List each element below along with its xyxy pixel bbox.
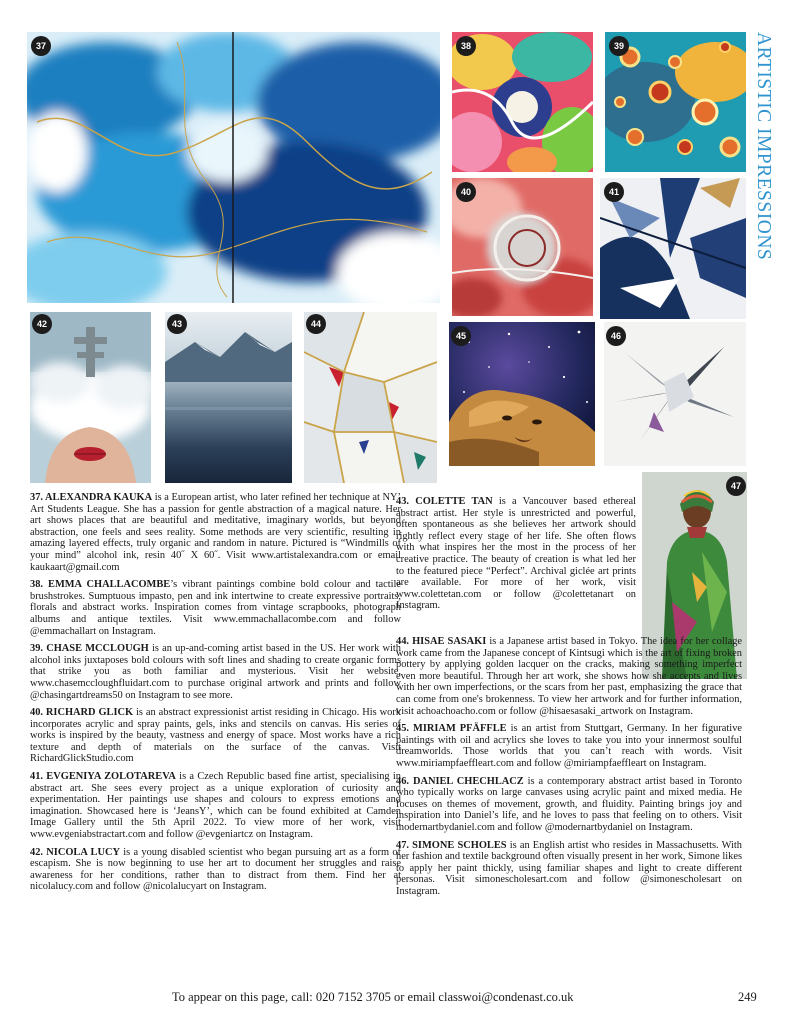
artwork-45-image <box>449 322 595 466</box>
artwork-43-number: 43 <box>167 314 187 334</box>
footer-contact: To appear on this page, call: 020 7152 3705 or email classwoi@condenast.co.uk <box>172 990 574 1004</box>
artwork-37-image <box>27 32 440 303</box>
artist-entry-38 <box>30 579 401 637</box>
artist-description: is a Czech Republic based fine artist, specialising in abstract art. She sees every project as a unique exploration of curiosity and experimentation. Her paintings use shapes and colours to express emotions and imagination. Showcased here is ‘JeansY’, which can be found exhibited at Camden Image Gallery until the 5th April 2022. To view more of her work, visit www.evgeniabstractart.com and follow @evgeniartcz on Instagram. <box>30 771 401 841</box>
artwork-47-number: 47 <box>726 476 746 496</box>
artist-name: 38. EMMA CHALLACOMBE <box>30 579 171 591</box>
artist-entry-46 <box>396 776 742 834</box>
artist-description: is a contemporary abstract artist based in Toronto who typically works on large canvases using acrylic paint and mixed media. He focuses on themes of movement, growth, and fluidity. Painting brings joy and inspiration into Daniel’s life, and he loves to pass that feeling on to others. Visit modernartbydaniel.com and follow @modernartbydaniel on Instagram. <box>396 775 742 833</box>
artwork-42-image <box>30 312 151 483</box>
artist-entry-43 <box>396 496 636 612</box>
artist-description: is an abstract expressionist artist residing in Chicago. His work incorporates acrylic and spray paints, gels, inks and stencils on canvas. His series of works is inspired by the beauty, vastness and energy of space. Most works have a rich texture and depth of materials on the surface of the canvas. Visit RichardGlickStudio.com <box>30 707 401 765</box>
artwork-41-number: 41 <box>604 182 624 202</box>
artist-entry-44 <box>396 636 742 717</box>
text-column-right <box>396 636 742 903</box>
artist-entry-45 <box>396 723 742 769</box>
artwork-41-image <box>600 178 746 319</box>
artist-entry-41 <box>30 771 401 841</box>
artist-description: ’s vibrant paintings combine bold colour and tactile brushstrokes. Sumptuous impasto, pen and ink intertwine to create expressive portraits, florals and abstract works. Inspiration comes from vintage scrapbooks, photograph albums and antique textiles. Visit www.emmachallacombe.com and follow @emmachallart on Instagram. <box>30 579 401 637</box>
artist-description: is a Japanese artist based in Tokyo. The idea for her collage work came from the Japanese concept of Kintsugi which is the art of fixing broken pottery by applying golden lacquer on the cracks, making something imperfect even more beautiful. Through her art work, she shows how she accepts and lives with her own imperfections, or the scars from her past, emphasizing the grace that can come from one's brokenness. To view her artwork and for further information, visit achoachoacho.com or follow @hisaesasaki_artwork on Instagram. <box>396 636 743 717</box>
artist-description: is a young disabled scientist who began pursuing art as a form of escapism. She is now beginning to use her art to document her struggles and raise awareness for her conditions, rather than to distract from them. Find her at nicolalucy.com and follow @nicolalucyart on Instagram. <box>30 846 402 893</box>
artist-description: is an artist from Stuttgart, Germany. In her figurative paintings with oil and acrylics she loves to take you into your innermost soulful dreamworlds. Those worlds that you can’t reach with words. Visit www.miriampfaeffleart.com and follow @miriampfaeffleart on Instagram. <box>396 723 743 769</box>
page-number: 249 <box>738 990 757 1004</box>
artwork-38-number: 38 <box>456 36 476 56</box>
artwork-40-number: 40 <box>456 182 476 202</box>
artist-name: 41. EVGENIYA ZOLOTAREVA <box>30 771 176 783</box>
artwork-44-image <box>304 312 437 483</box>
artist-entry-37 <box>30 492 401 573</box>
artwork-46-number: 46 <box>606 326 626 346</box>
artist-description: is a European artist, who later refined her technique at NY’ Art Students League. She has a passion for gentle abstraction of a magical nature. Her art shows places that are beautiful and meditative, imaginary worlds, but beyond abstraction, one feels and sees reality. Some methods are very scientific, resulting in amazing layered effects, truly organic and random in nature. Pictured is “Windmills of your mind” alcohol ink, resin 40˝ X 60˝. Visit www.artistalexandra.com or email kaukaart@gmail.com <box>30 492 401 573</box>
artist-entry-42 <box>30 847 401 893</box>
artist-name: 40. RICHARD GLICK <box>30 707 134 719</box>
artwork-42-number: 42 <box>32 314 52 334</box>
artist-name: 43. COLETTE TAN <box>396 496 493 507</box>
artist-name: 46. DANIEL CHECHLACZ <box>396 775 524 787</box>
section-title: ARTISTIC IMPRESSIONS <box>753 32 774 261</box>
artist-name: 37. ALEXANDRA KAUKA <box>30 492 153 503</box>
artist-description: is an English artist who resides in Massachusetts. With her fashion and textile background often visually present in her work, Simone likes to apply her paint thickly, using familiar shapes and light to create different personas. Visit simonescholesart.com and follow @simonescholesart on Instagram. <box>396 839 742 897</box>
artist-entry-40 <box>30 707 401 765</box>
artwork-45-number: 45 <box>451 326 471 346</box>
artist-name: 47. SIMONE SCHOLES <box>396 839 507 851</box>
artist-name: 42. NICOLA LUCY <box>30 846 120 858</box>
artist-entry-39 <box>30 643 401 701</box>
artwork-43-image <box>165 312 292 483</box>
artist-name: 44. HISAE SASAKI <box>396 636 487 647</box>
artwork-44-number: 44 <box>306 314 326 334</box>
text-column-left <box>30 492 401 899</box>
artist-name: 39. CHASE MCCLOUGH <box>30 643 149 655</box>
artwork-37-number: 37 <box>31 36 51 56</box>
artist-name: 45. MIRIAM PFÄFFLE <box>396 723 507 735</box>
text-column-right-narrow <box>396 496 636 618</box>
artwork-46-image <box>604 322 746 466</box>
artist-description: is a Vancouver based ethereal abstract artist. Her style is unrestricted and powerful, often spontaneous as she believes her artwork should rightly reflect every stage of her life. She often flows with what inspires her the most in the process of her creative practice. The beauty of creation is what led her to the featured piece “Perfect”. Archival giclée art prints are available. For more of her work, visit www.colettetan.com or follow @colettetanart on Instagram. <box>396 496 636 612</box>
artist-description: is an up-and-coming artist based in the US. Her work with alcohol inks juxtaposes bold colours with soft lines and shading to create organic forms that strike you as both familiar and mysterious. Visit her website, www.chasemccloughfluidart.com to purchase original artwork and prints and follow @chasingartdreams50 on Instagram to see more. <box>30 643 401 701</box>
artwork-39-number: 39 <box>609 36 629 56</box>
artist-entry-47 <box>396 840 742 898</box>
